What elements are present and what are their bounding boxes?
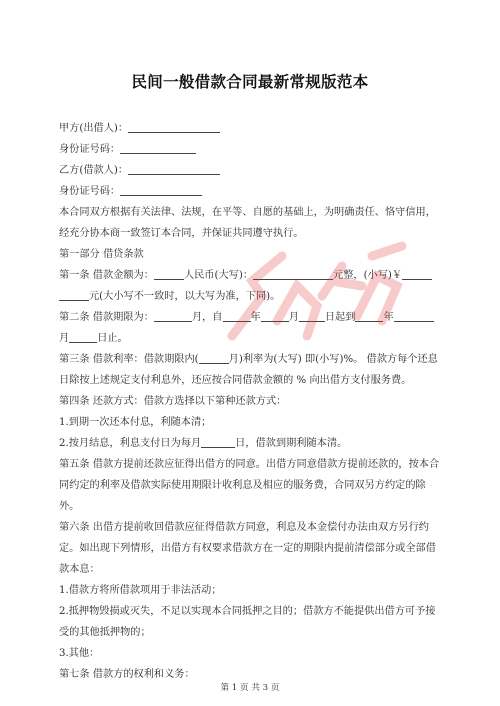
blank-field <box>120 141 196 154</box>
blank-field <box>404 309 434 322</box>
article-2-text: 日止。 <box>97 333 128 344</box>
lender-id-label: 身份证号码： <box>59 144 121 155</box>
article-2-text: 月 <box>59 333 70 344</box>
blank-field <box>59 288 89 301</box>
article-1-text: 元整，(小写)￥ <box>333 270 403 281</box>
borrower-id-line <box>59 181 443 202</box>
article-2-text: 月，自 <box>191 312 223 323</box>
lender-id-line <box>59 139 443 160</box>
blank-field <box>394 309 404 322</box>
article-2-label: 第二条 借款期限为： <box>59 312 154 323</box>
repayment-option-1: 1.到期一次还本付息，利随本清； <box>59 417 212 428</box>
blank-field <box>128 162 220 175</box>
borrower-label: 乙方(借款人)： <box>59 165 129 176</box>
page-footer: 第 1 页 共 3 页 <box>220 683 280 693</box>
article-1-label: 第一条 借款金额为： <box>59 270 154 281</box>
article-7: 第七条 借款方的权利和义务： <box>59 669 195 680</box>
blank-field <box>201 435 235 448</box>
document-body <box>59 118 443 685</box>
blank-field <box>223 309 251 322</box>
article-3-text: 月)利率为(大写) 即(小写)%。 借款方每个还息日除按上述规定支付利息外，还应按合同借款金额的 % 向出借方支付服务费。 <box>59 354 438 386</box>
blank-field <box>69 330 97 343</box>
borrower-id-label: 身份证号码： <box>59 186 121 197</box>
article-4: 第四条 还款方式：借款方选择以下第种还款方式： <box>59 396 287 407</box>
blank-field <box>128 120 220 133</box>
repayment-option-2-text: 日，借款到期利随本清。 <box>235 438 348 449</box>
article-3-label: 第三条 借款利率：借款期限内( <box>59 354 199 365</box>
article-2-text: 月 <box>288 312 299 323</box>
condition-2: 2.抵押物毁损或灭失，不足以实现本合同抵押之目的；借款方不能提供出借方可予接受的其他抵押物的； <box>59 606 436 638</box>
repayment-option-2 <box>59 433 443 454</box>
preamble-paragraph: 本合同双方根据有关法律、法规，在平等、自愿的基础上，为明确责任、恪守信用，经充分协本商一致签订本合同，并保证共同遵守执行。 <box>59 207 436 239</box>
section-heading: 第一部分 借贷条款 <box>59 249 144 260</box>
blank-field <box>261 309 289 322</box>
article-5: 第五条 借款方提前还款应征得出借方的同意。出借方同意借款方提前还款的，按本合同约定的利率及借款实际使用期限计收利息及相应的服务费，合同双另方约定的除外。 <box>59 459 440 512</box>
repayment-option-2-text: 2.按月结息，利息支付日为每月 <box>59 438 202 449</box>
blank-field <box>299 309 325 322</box>
article-2-text: 年 <box>250 312 261 323</box>
article-1 <box>59 265 443 307</box>
article-6: 第六条 出借方提前收回借款应征得借款方同意，利息及本金偿付办法由双方另行约定。如出现下列情形，出借方有权要求借款方在一定的期限内提前清偿部分或全部借款本息： <box>59 522 436 575</box>
condition-3: 3.其他： <box>59 648 100 659</box>
blank-field <box>402 267 432 280</box>
article-3 <box>59 349 443 391</box>
document-title: 民间一般借款合同最新常规版范本 <box>131 73 369 91</box>
blank-field <box>253 267 333 280</box>
blank-field <box>355 309 383 322</box>
article-2-text: 年 <box>383 312 394 323</box>
condition-1: 1.借款方将所借款项用于非法活动； <box>59 585 222 596</box>
article-1-text: 人民币(大写)： <box>183 270 254 281</box>
lender-label: 甲方(出借人)： <box>59 123 129 134</box>
blank-field <box>154 309 192 322</box>
blank-field <box>120 183 202 196</box>
article-2 <box>59 307 443 349</box>
borrower-line <box>59 160 443 181</box>
blank-field <box>154 267 184 280</box>
lender-line <box>59 118 443 139</box>
article-1-text: 元(大小写不一致时，以大写为准，下同)。 <box>89 291 281 302</box>
blank-field <box>199 351 229 364</box>
article-2-text: 日起到 <box>324 312 356 323</box>
